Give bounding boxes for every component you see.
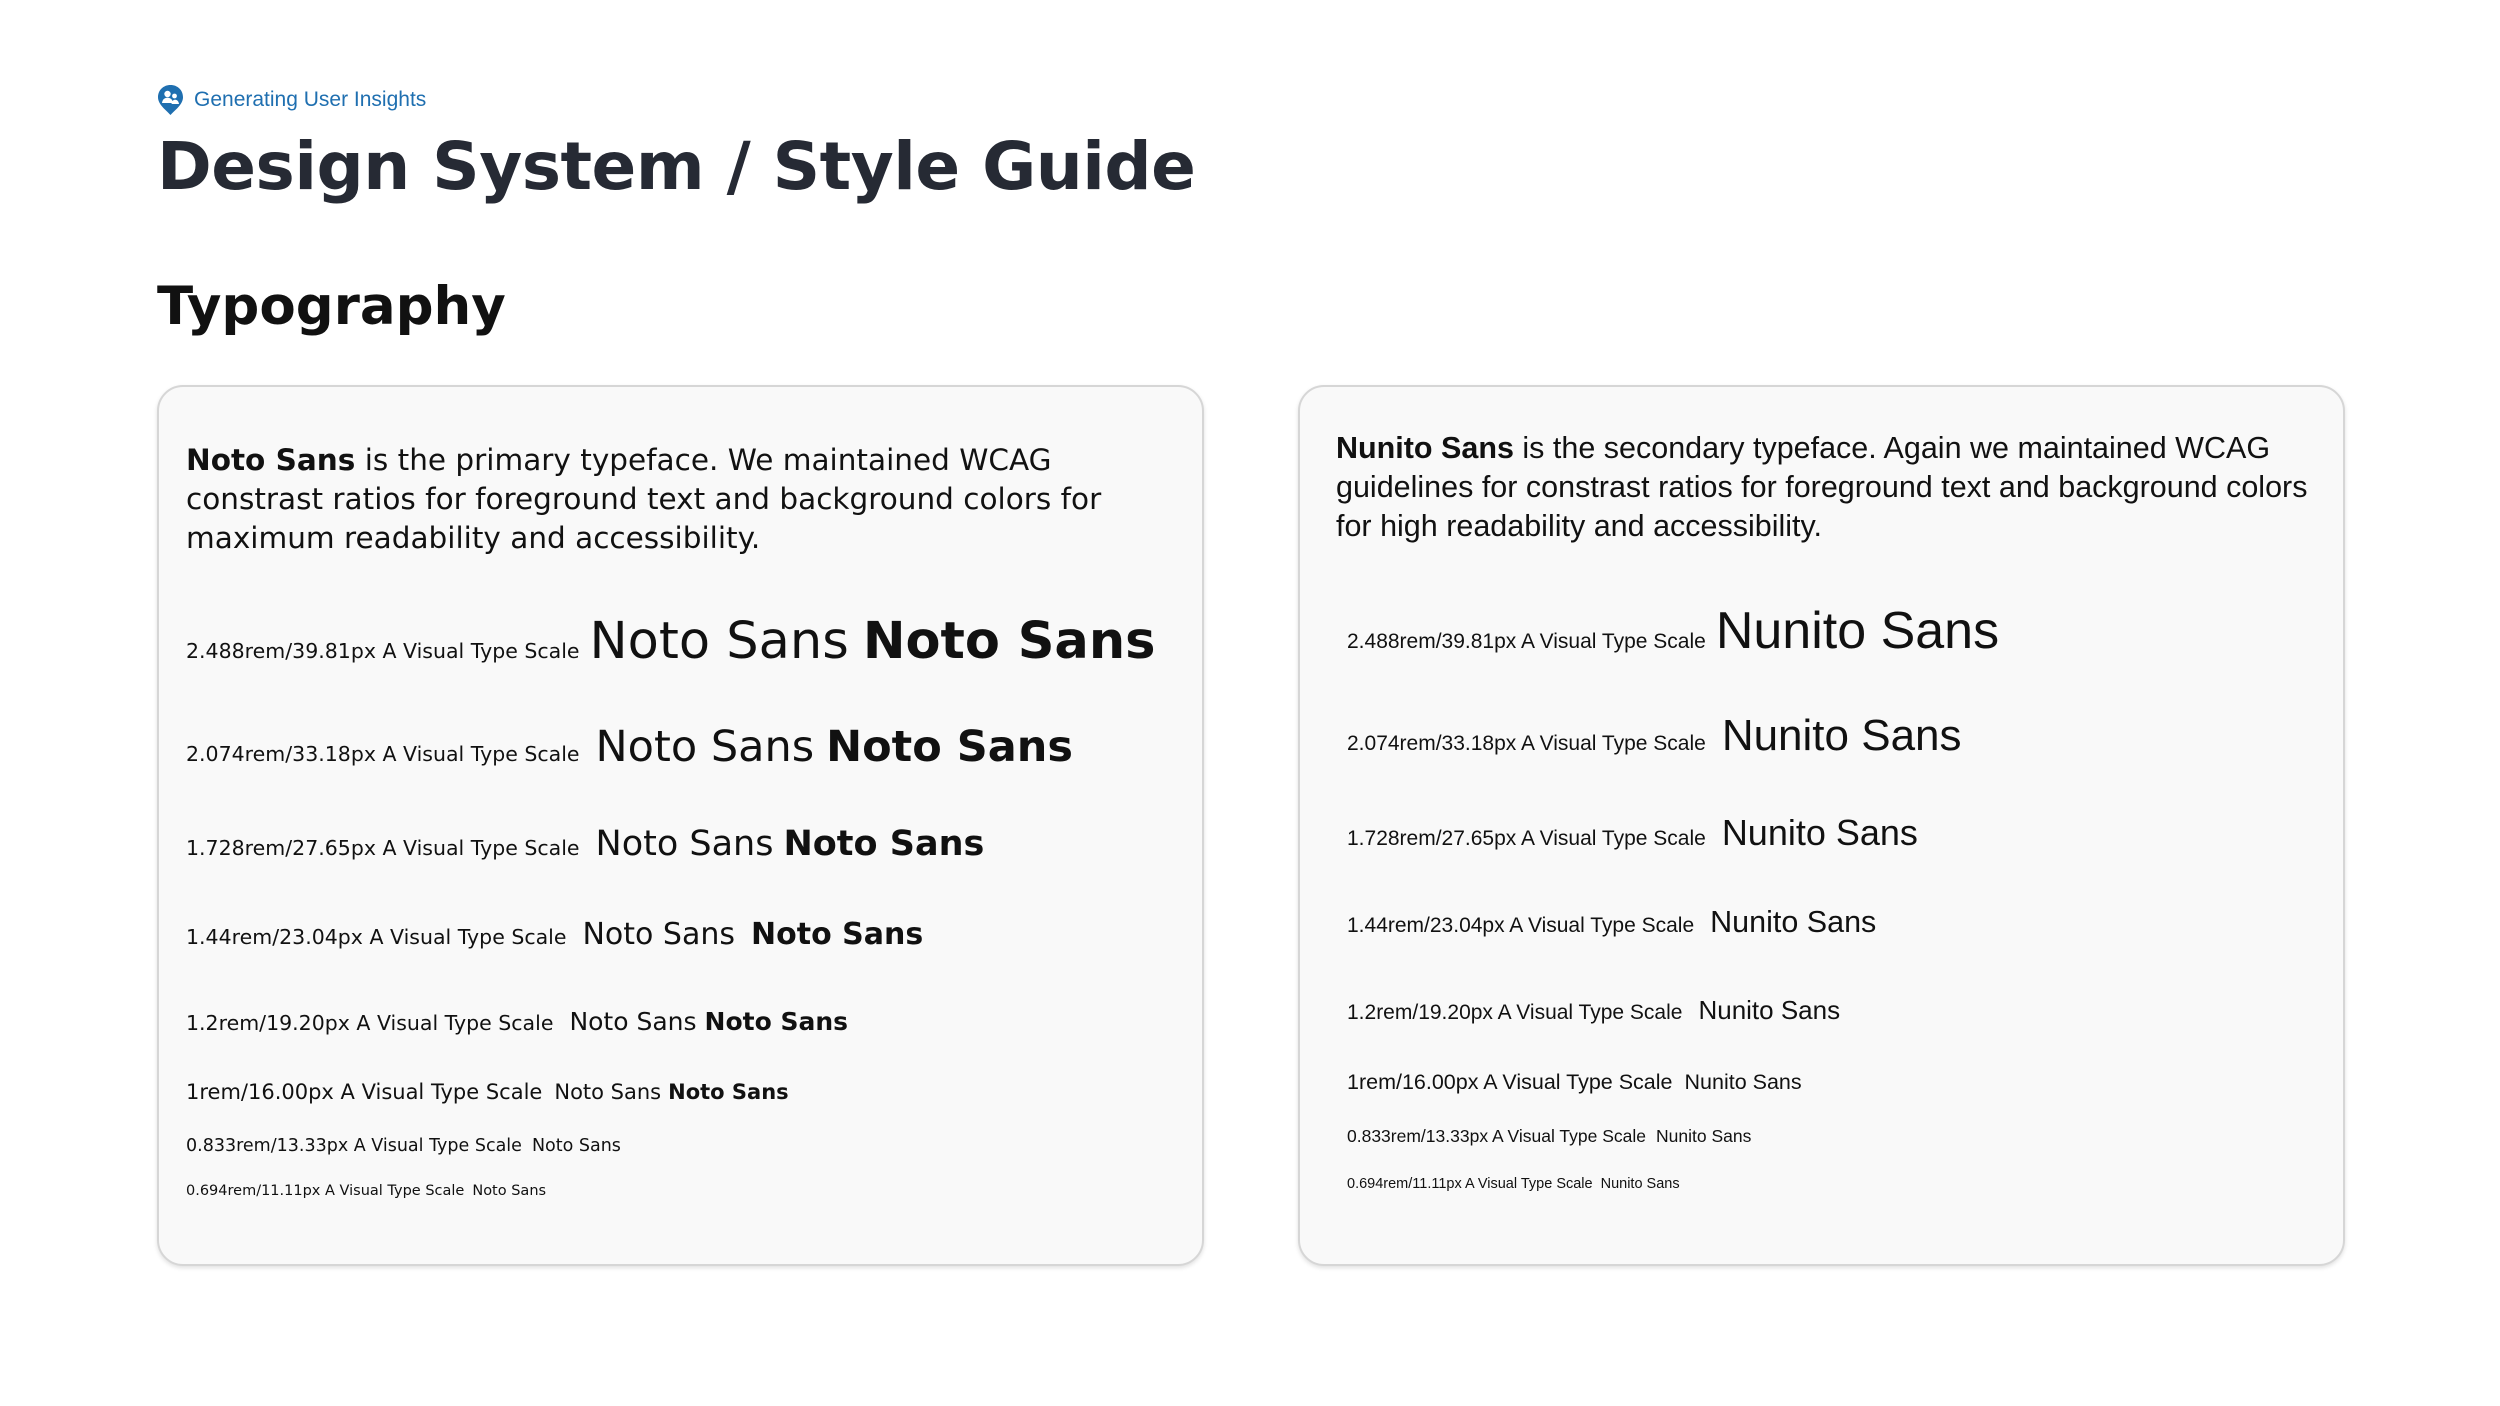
page-title: Design System / Style Guide <box>157 128 1196 205</box>
type-scale-row <box>1347 1126 1751 1147</box>
type-sample-regular: Noto Sans <box>595 824 774 864</box>
secondary-typeface-card <box>1298 385 2345 1266</box>
type-sample-regular: Nunito Sans <box>1715 602 2000 660</box>
type-scale-label: 1.728rem/27.65px A Visual Type Scale <box>1347 827 1706 850</box>
type-sample-bold: Noto Sans <box>862 612 1156 671</box>
type-sample-regular: Noto Sans <box>531 1136 621 1156</box>
secondary-typeface-description: is the secondary typeface. Again we maintained WCAG guidelines for constrast ratios for foreground text and background colors for high readability and accessibility. <box>1336 431 2308 543</box>
type-scale-row <box>186 1183 546 1199</box>
type-scale-label: 2.074rem/33.18px A Visual Type Scale <box>186 742 580 766</box>
type-sample-regular: Nunito Sans <box>1684 1070 1802 1094</box>
secondary-typeface-name: Nunito Sans <box>1336 431 1514 465</box>
type-sample-regular: Nunito Sans <box>1710 905 1877 939</box>
project-label: Generating User Insights <box>194 88 427 111</box>
type-scale-row <box>186 1080 789 1104</box>
type-sample-regular: Nunito Sans <box>1698 995 1841 1025</box>
type-sample-regular: Noto Sans <box>589 612 849 671</box>
type-sample-regular: Nunito Sans <box>1656 1126 1752 1146</box>
type-scale-label: 1.44rem/23.04px A Visual Type Scale <box>1347 914 1695 937</box>
primary-typeface-intro <box>186 441 1176 558</box>
type-sample-bold: Noto Sans <box>704 1007 849 1036</box>
type-scale-label: 1rem/16.00px A Visual Type Scale <box>186 1080 543 1104</box>
type-scale-row <box>1347 711 1962 761</box>
type-sample-bold: Noto Sans <box>826 722 1073 772</box>
type-scale-row <box>1347 1176 1680 1192</box>
type-scale-label: 1.2rem/19.20px A Visual Type Scale <box>186 1011 554 1035</box>
type-scale-row <box>1347 812 1918 854</box>
type-scale-row <box>186 824 984 864</box>
type-scale-label: 2.074rem/33.18px A Visual Type Scale <box>1347 732 1706 755</box>
user-insights-pin-icon <box>157 84 184 116</box>
type-scale-label: 1rem/16.00px A Visual Type Scale <box>1347 1070 1673 1094</box>
type-scale-label: 2.488rem/39.81px A Visual Type Scale <box>1347 630 1706 653</box>
type-scale-row <box>1347 1070 1802 1095</box>
type-scale-label: 1.728rem/27.65px A Visual Type Scale <box>186 836 580 860</box>
primary-typeface-card <box>157 385 1204 1266</box>
type-scale-label: 0.694rem/11.11px A Visual Type Scale <box>186 1183 465 1199</box>
type-sample-regular: Noto Sans <box>595 722 815 772</box>
type-scale-label: 1.2rem/19.20px A Visual Type Scale <box>1347 1001 1683 1024</box>
project-badge <box>157 84 426 116</box>
primary-typeface-description: is the primary typeface. We maintained WCAG constrast ratios for foreground text and background colors for maximum readability and accessibility. <box>186 443 1102 555</box>
type-scale-row <box>186 1136 621 1156</box>
type-sample-regular: Nunito Sans <box>1721 711 1962 760</box>
type-scale-label: 2.488rem/39.81px A Visual Type Scale <box>186 639 580 663</box>
type-sample-regular: Nunito Sans <box>1600 1176 1680 1192</box>
type-scale-label: 0.694rem/11.11px A Visual Type Scale <box>1347 1176 1593 1192</box>
type-sample-regular: Noto Sans <box>569 1007 697 1036</box>
type-sample-regular: Nunito Sans <box>1721 812 1918 853</box>
type-sample-regular: Noto Sans <box>582 917 736 952</box>
secondary-typeface-intro <box>1336 429 2326 546</box>
type-scale-row <box>186 722 1073 772</box>
type-sample-bold: Noto Sans <box>751 917 924 952</box>
type-scale-label: 0.833rem/13.33px A Visual Type Scale <box>186 1136 522 1156</box>
type-scale-row <box>186 917 923 952</box>
type-scale-row <box>1347 601 1999 661</box>
type-sample-bold: Noto Sans <box>783 824 985 864</box>
type-scale-label: 0.833rem/13.33px A Visual Type Scale <box>1347 1126 1647 1146</box>
type-scale-row <box>186 612 1156 671</box>
type-sample-regular: Noto Sans <box>554 1080 662 1104</box>
type-scale-row <box>1347 905 1876 940</box>
type-sample-regular: Noto Sans <box>472 1183 547 1199</box>
type-sample-bold: Noto Sans <box>668 1080 789 1104</box>
type-scale-label: 1.44rem/23.04px A Visual Type Scale <box>186 925 567 949</box>
type-scale-row <box>186 1007 848 1036</box>
primary-typeface-name: Noto Sans <box>186 443 356 477</box>
section-title-typography: Typography <box>157 276 506 337</box>
type-scale-row <box>1347 995 1840 1026</box>
